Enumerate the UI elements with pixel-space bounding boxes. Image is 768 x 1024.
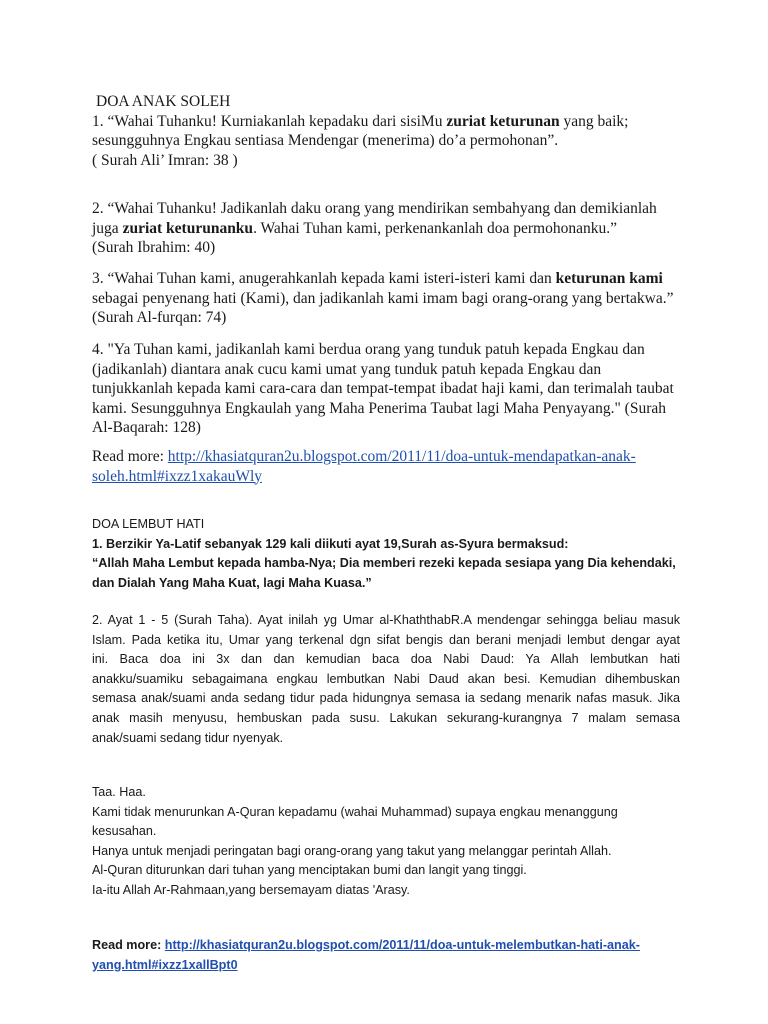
text-line: Hanya untuk menjadi peringatan bagi orang-orang yang takut yang melanggar perintah Allah. [92, 843, 612, 858]
bold-text: zuriat keturunan [446, 112, 560, 130]
section-doa-anak-soleh [92, 92, 680, 170]
section-title: DOA LEMBUT HATI [92, 517, 205, 531]
text-line [92, 112, 680, 132]
text-line: dan Dialah Yang Maha Kuat, lagi Maha Kuasa.” [92, 575, 372, 590]
text-line: Taa. Haa. [92, 785, 146, 799]
text-line [92, 467, 680, 487]
text-line [92, 269, 680, 289]
text-run: yang baik; [559, 112, 629, 130]
text-line [92, 956, 680, 976]
read-more-2 [92, 936, 680, 975]
text-line: 2. Ayat 1 - 5 (Surah Taha). Ayat inilah yg Umar al-KhaththabR.A mendengar sehingga beliau masuk [92, 613, 680, 627]
prayer-item-3 [92, 269, 680, 328]
read-more-label: Read more: [92, 448, 168, 465]
text-line: Ia-itu Allah Ar-Rahmaan,yang bersemayam diatas 'Arasy. [92, 882, 410, 897]
text-line: kami. Sesungguhnya Engkaulah yang Maha Penerima Taubat lagi Maha Penyayang." (Surah [92, 399, 667, 417]
text-line: sesungguhnya Engkau sentiasa Mendengar (menerima) do’a permohonan”. [92, 132, 559, 149]
text-run: juga [92, 219, 123, 237]
text-line: sebagai penyenang hati (Kami), dan jadikanlah kami imam bagi orang-orang yang bertakwa.” [92, 289, 674, 307]
text-line: Al-Quran diturunkan dari tuhan yang menciptakan bumi dan langit yang tinggi. [92, 863, 527, 878]
text-line: tunjukkanlah kepada kami cara-cara dan tempat-tempat ibadat haji kami, dan terimalah taubat [92, 380, 674, 397]
prayer-item-1 [92, 112, 680, 171]
text-line: anak masih menyusu, hembuskan pada susu. Lakukan sekurang-kurangnya 7 malam semasa [92, 710, 680, 725]
text-line: 4. "Ya Tuhan kami, jadikanlah kami berdua orang yang tunduk patuh kepada Engkau dan [92, 341, 645, 358]
text-line: semasa anak/suami anda sedang tidur pada hidungnya semasa ia sedang menarik nafas masuk. Jika [92, 691, 680, 706]
text-line [92, 447, 680, 467]
bold-text: keturunan kami [555, 270, 663, 287]
prayer-item-2 [92, 199, 680, 258]
text-line: Islam. Pada ketika itu, Umar yang terkenal dgn sifat bengis dan berani menjadi lembut dengar ayat [92, 632, 680, 647]
text-line: 2. “Wahai Tuhanku! Jadikanlah daku orang yang mendirikan sembahyang dan demikianlah [92, 200, 657, 217]
text-run: 1. “Wahai Tuhanku! Kurniakanlah kepadaku dari sisiMu [92, 112, 447, 130]
read-more-1 [92, 447, 680, 486]
text-line [92, 219, 680, 239]
text-line: Kami tidak menurunkan A-Quran kepadamu (wahai Muhammad) supaya engkau menanggung [92, 804, 618, 819]
text-line: anakku/suamiku sebagaimana engkau lembutkan Nabi Daud akan besi. Kemudian dihembuskan [92, 671, 680, 686]
read-more-link[interactable]: http://khasiatquran2u.blogspot.com/2011/11/doa-untuk-melembutkan-hati-anak- [164, 938, 640, 952]
section-title: DOA ANAK SOLEH [96, 93, 231, 110]
text-run: . Wahai Tuhan kami, perkenankanlah doa permohonanku.” [253, 219, 617, 237]
text-line: kesusahan. [92, 824, 157, 839]
citation: ( Surah Ali’ Imran: 38 ) [92, 151, 238, 169]
read-more-link[interactable]: http://khasiatquran2u.blogspot.com/2011/11/doa-untuk-mendapatkan-anak- [167, 448, 636, 465]
bold-text: zuriat keturunanku [122, 219, 254, 237]
text-run: 3. “Wahai Tuhan kami, anugerahkanlah kepada kami isteri-isteri kami dan [92, 270, 556, 287]
hati-item-2 [92, 611, 680, 748]
text-line: (jadikanlah) diantara anak cucu kami umat yang tunduk patuh kepada Engkau dan [92, 360, 602, 378]
text-line: anak/suami sedang tidur nyenyak. [92, 730, 284, 745]
section-doa-lembut-hati [92, 515, 680, 593]
text-line [92, 936, 680, 956]
text-line: “Allah Maha Lembut kepada hamba-Nya; Dia memberi rezeki kepada sesiapa yang Dia kehendaki, [92, 556, 676, 571]
prayer-item-4 [92, 340, 680, 438]
read-more-link-cont[interactable]: yang.html#ixzz1xallBpt0 [92, 957, 238, 972]
citation: (Surah Ibrahim: 40) [92, 239, 216, 256]
hati-item-1 [92, 535, 680, 594]
citation: (Surah Al-furqan: 74) [92, 309, 227, 326]
read-more-link-cont[interactable]: soleh.html#ixzz1xakauWly [92, 467, 263, 485]
text-line: 1. Berzikir Ya-Latif sebanyak 129 kali diikuti ayat 19,Surah as-Syura bermaksud: [92, 536, 569, 551]
text-line: ini. Baca doa ini 3x dan dan kemudian baca doa Nabi Daud: Ya Allah lembutkan hati [92, 652, 680, 667]
read-more-label: Read more: [92, 938, 165, 952]
citation: Al-Baqarah: 128) [92, 419, 201, 436]
surah-taha-translation [92, 783, 680, 901]
